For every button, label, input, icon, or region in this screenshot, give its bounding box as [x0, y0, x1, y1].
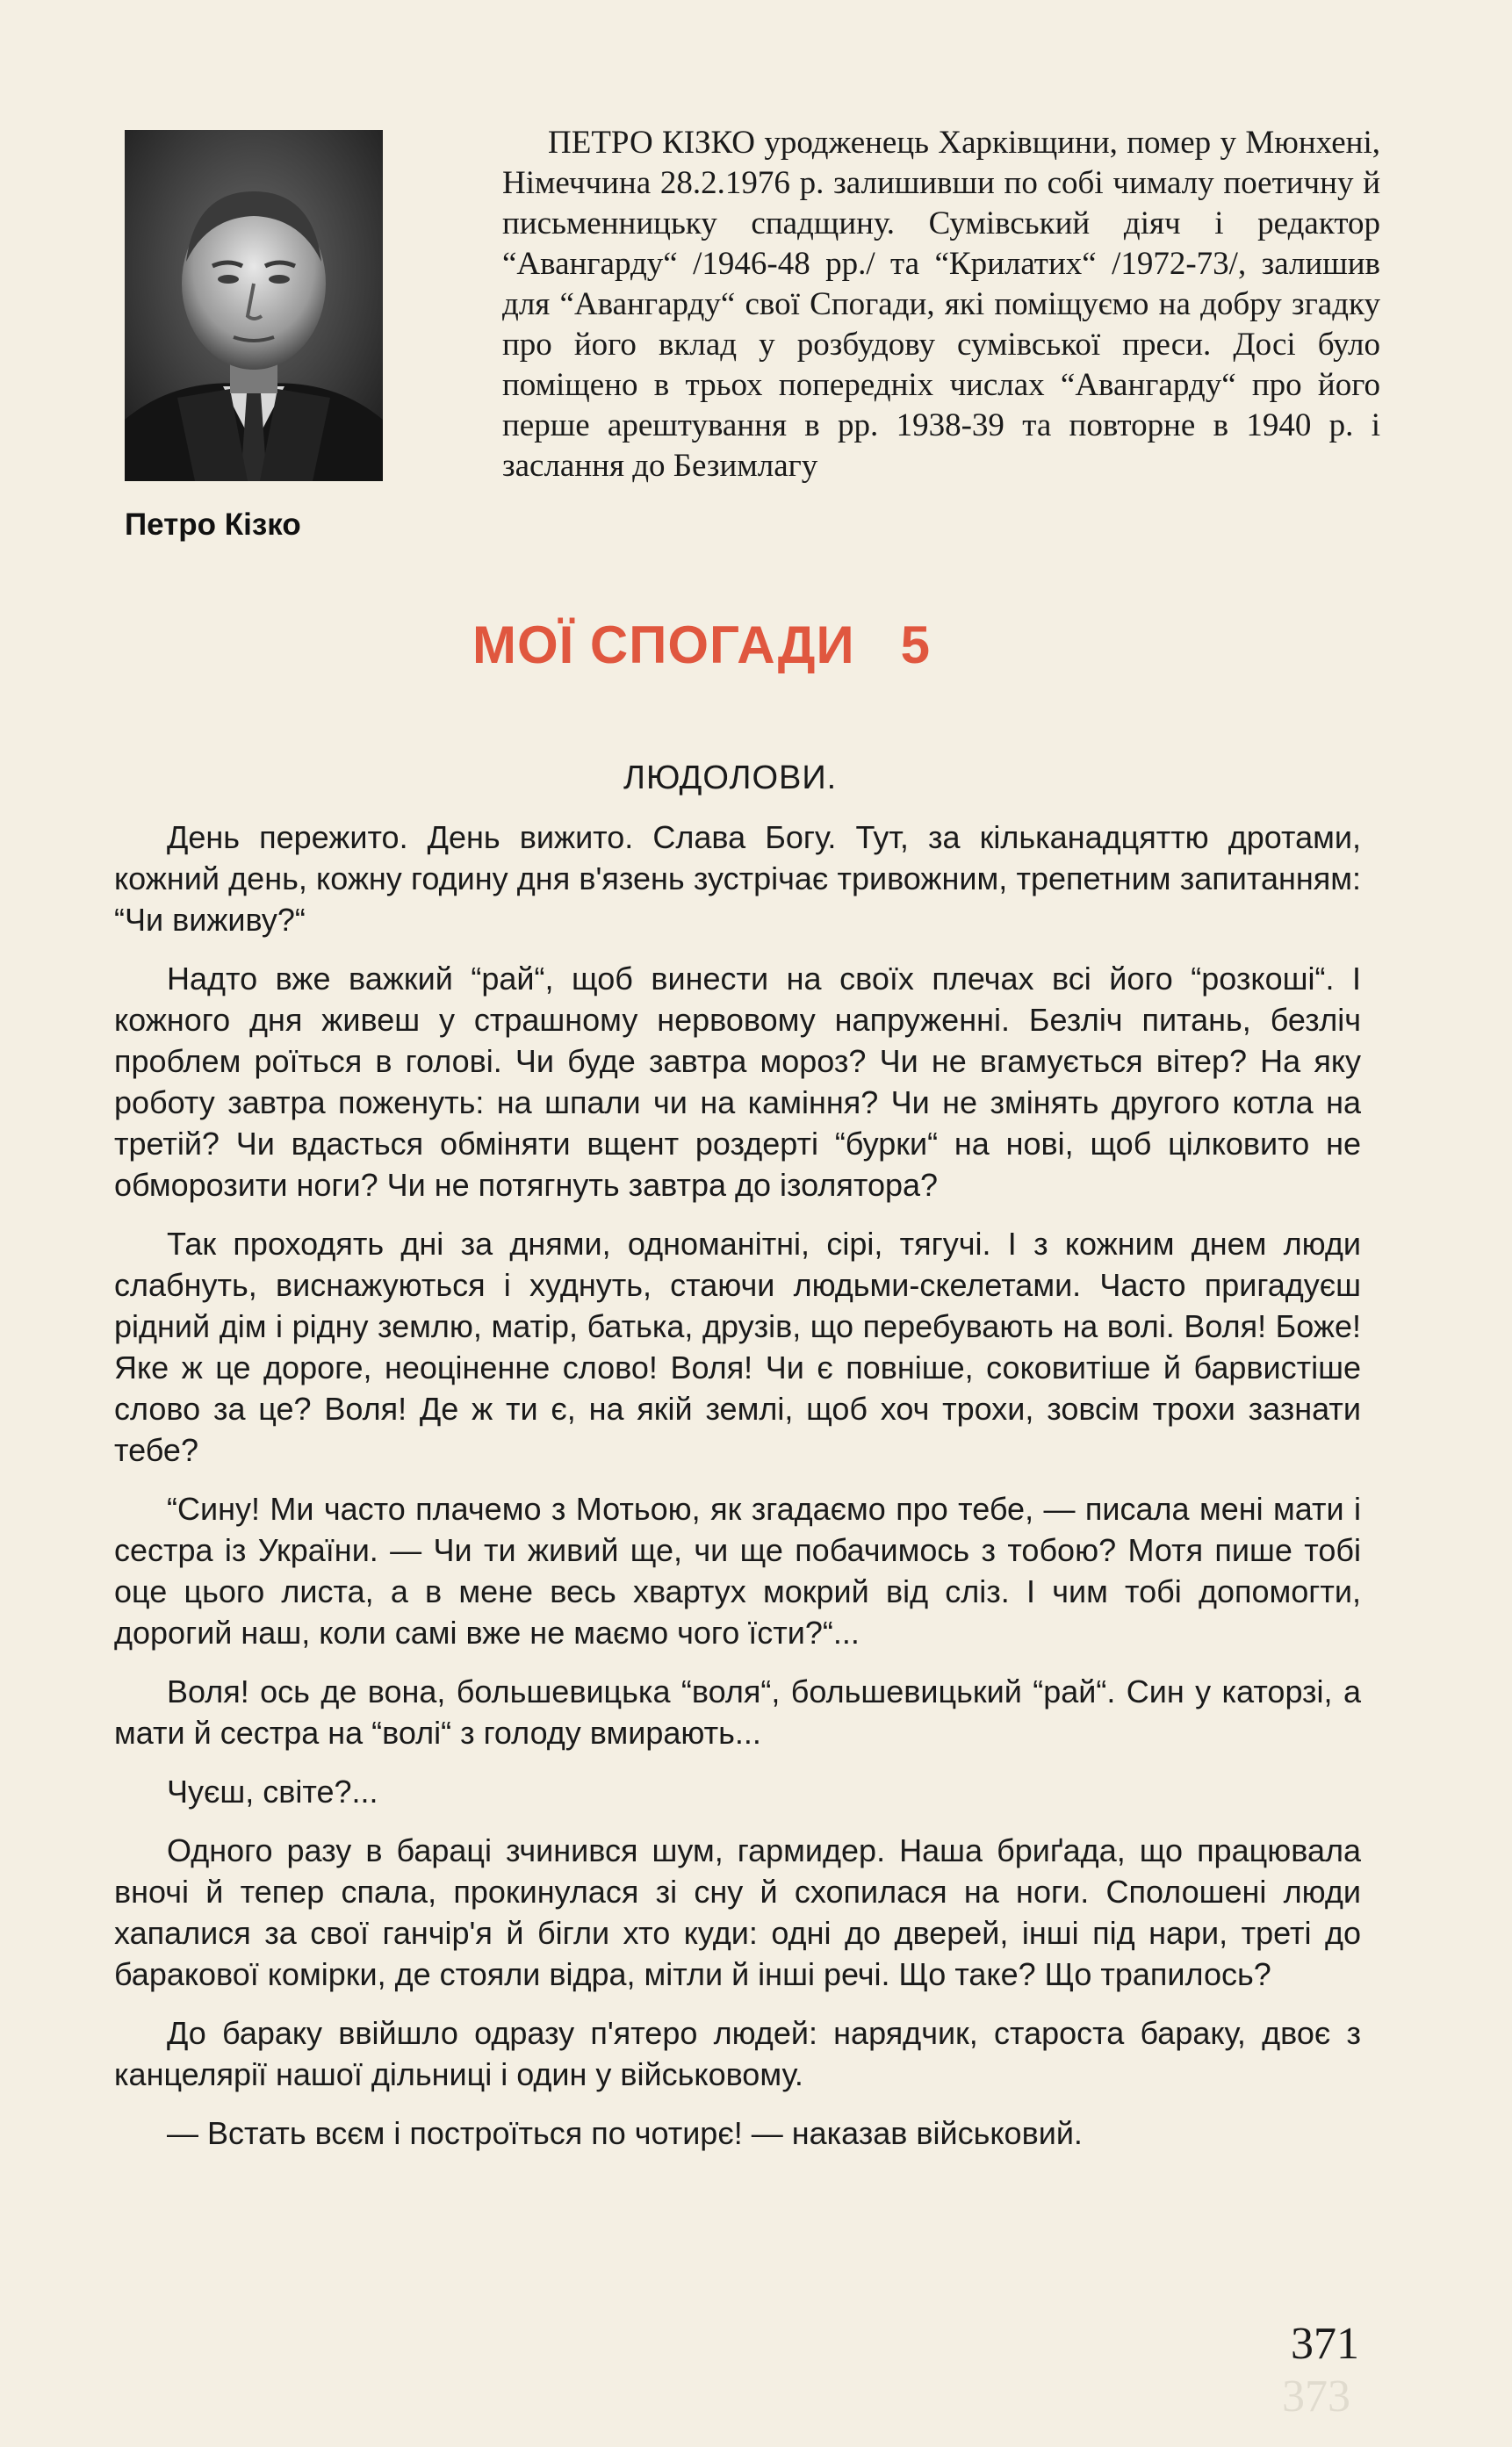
body-paragraph: Одного разу в бараці зчинився шум, гармидер. Наша бриґада, що працювала вночі й тепер спала, прокинулася зі сну й схопилася на ноги. Сполошені люди хапалися за свої ганчір'я й бігли хто куди: одні до дверей, інші під нари, треті до баракової комірки, де стояли відра, мітли й інші речі. Що таке? Що трапилось?	[114, 1832, 1361, 1992]
article-body	[114, 817, 1361, 2171]
memoir-title	[472, 615, 1087, 676]
page-number: 371	[1291, 2319, 1359, 2369]
body-paragraph: Чуєш, світе?...	[167, 1774, 378, 1810]
author-intro	[502, 123, 1380, 486]
body-paragraph: День пережито. День вижито. Слава Богу. Тут, за кільканадцяттю дротами, кожний день, кожну годину дня в'язень зустрічає тривожним, трепетним запитанням: “Чи виживу?“	[114, 819, 1361, 938]
portrait-image	[125, 130, 383, 481]
body-paragraph: — Встать всєм і построїться по чотирє! — наказав військовий.	[167, 2115, 1083, 2151]
body-paragraph: “Сину! Ми часто плачемо з Мотьою, як згадаємо про тебе, — писала мені мати і сестра із України. — Чи ти живий ще, чи ще побачимось з тобою? Мотя пише тобі оце цього листа, а в мене весь хвартух мокрий від сліз. І чим тобі допомогти, дорогий наш, коли самі вже не маємо чого їсти?“...	[114, 1491, 1361, 1651]
body-paragraph: Надто вже важкий “рай“, щоб винести на своїх плечах всі його “розкоші“. І кожного дня живеш у страшному нервовому напруженні. Безліч питань, безліч проблем роїться в голові. Чи буде завтра мороз? Чи не вгамується вітер? На яку роботу завтра поженуть: на шпали чи на каміння? Чи не змінять другого котла на третій? Чи вдасться обміняти вщент роздерті “бурки“ на нові, щоб цілковито не обморозити ноги? Чи не потягнуть завтра до ізолятора?	[114, 961, 1361, 1203]
photo-caption: Петро Кізко	[125, 507, 301, 542]
intro-paragraph: ПЕТРО КІЗКО уродженець Харківщини, помер у Мюнхені, Німеччина 28.2.1976 р. залишивши по собі чималу поетичну й письменницьку спадщину. Сумівський діяч і редактор “Авангарду“ /1946-48 рр./ та “Крилатих“ /1972-73/, залишив для “Авангарду“ свої Спогади, які поміщуємо на добру згадку про його вклад у розбудову сумівської преси. Досі було поміщено в трьох попередніх числах “Авангарду“ про його перше арештування в рр. 1938-39 та повторне в 1940 р. і заслання до Безимлагу	[502, 125, 1380, 484]
memoir-part-number: 5	[900, 615, 932, 674]
body-paragraph: Так проходять дні за днями, одноманітні, сірі, тягучі. І з кожним днем люди слабнуть, виснажуються і худнуть, стаючи людьми-скелетами. Часто пригадуєш рідний дім і рідну землю, матір, батька, друзів, що перебувають на волі. Воля! Боже! Яке ж це дороге, неоціненне слово! Воля! Чи є повніше, соковитіше й барвистіше слово за це? Воля! Де ж ти є, на якій землі, щоб хоч трохи, зовсім трохи зазнати тебе?	[114, 1226, 1361, 1468]
body-paragraph: Воля! ось де вона, большевицька “воля“, большевицький “рай“. Син у каторзі, а мати й сестра на “волі“ з голоду вмирають...	[114, 1673, 1361, 1751]
memoir-title-text: МОЇ СПОГАДИ	[472, 615, 855, 674]
body-paragraph: До бараку ввійшло одразу п'ятеро людей: нарядчик, староста бараку, двоє з канцелярії нашої дільниці і один у військовому.	[114, 2015, 1361, 2092]
author-portrait-photo	[125, 130, 383, 481]
bleed-through-page-number: 373	[1282, 2371, 1350, 2422]
section-title: ЛЮДОЛОВИ.	[623, 759, 838, 796]
